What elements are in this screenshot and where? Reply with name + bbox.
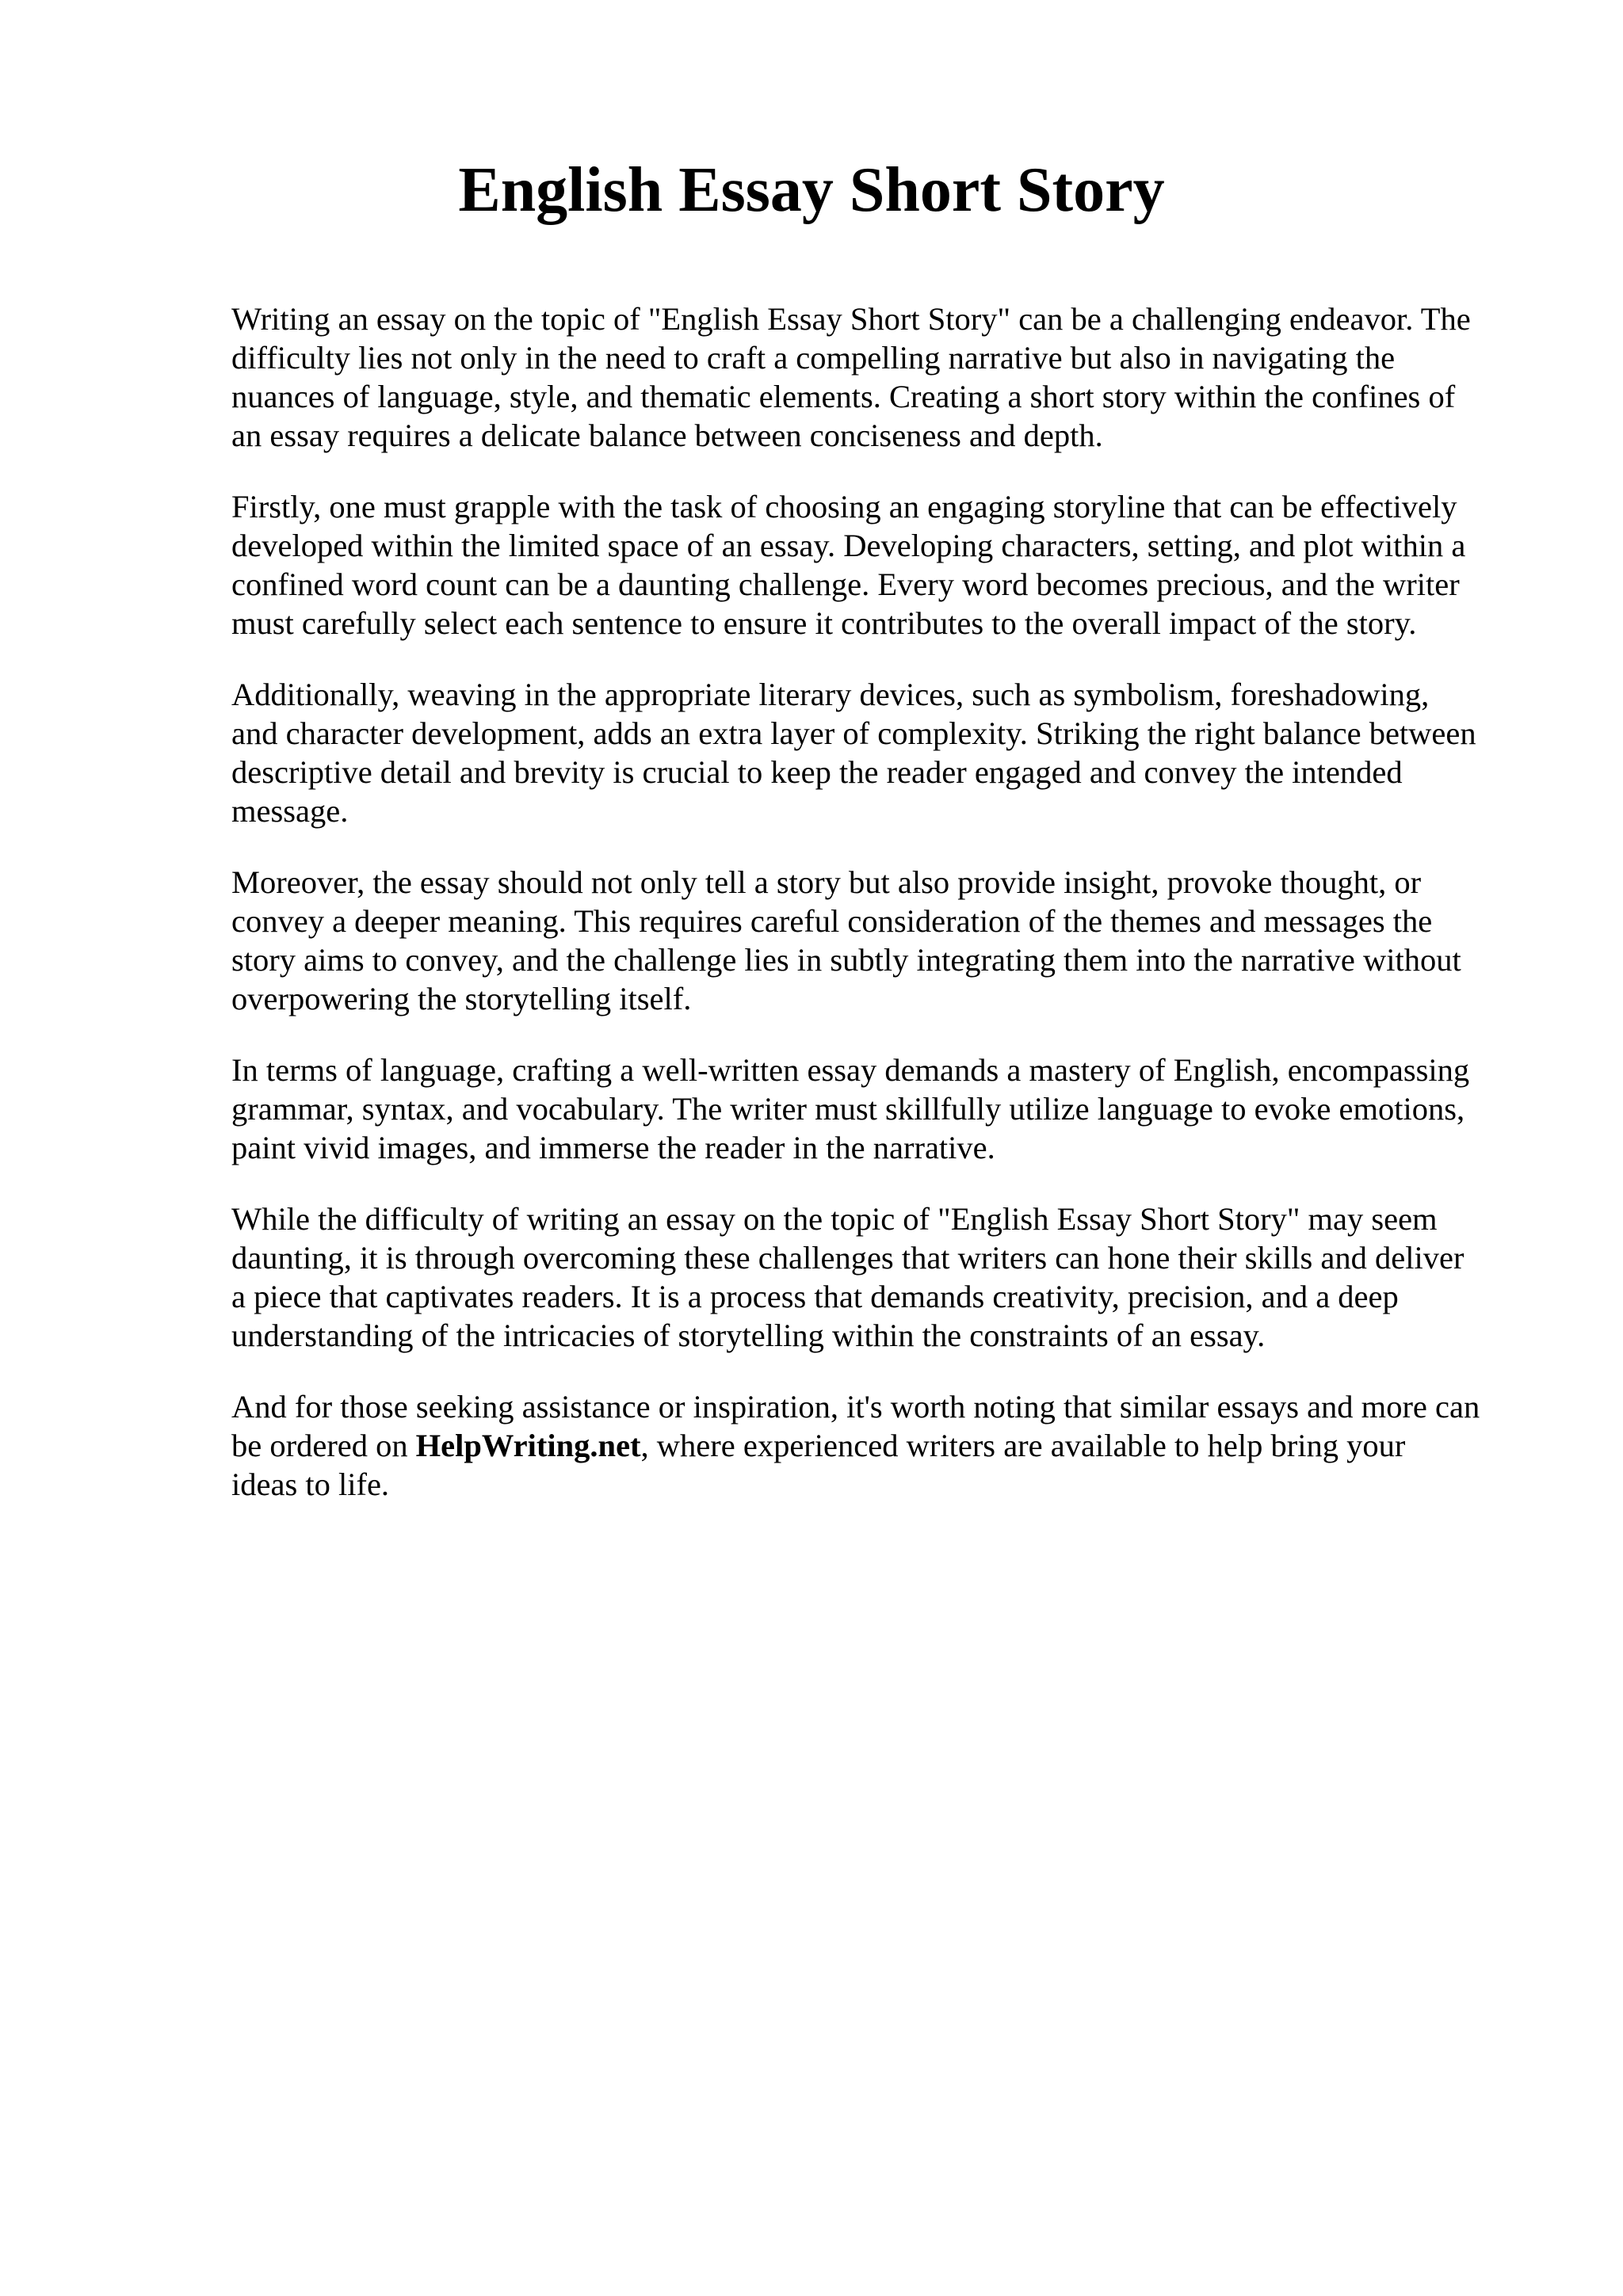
- paragraph-text: be ordered on: [231, 1428, 408, 1463]
- paragraph-line: must carefully select each sentence to ensure it contributes to the overall impact of the story.: [231, 605, 1417, 641]
- paragraph-line: In terms of language, crafting a well-written essay demands a mastery of English, encompassing: [231, 1052, 1470, 1088]
- essay-body: [231, 299, 1515, 1536]
- paragraph-line: grammar, syntax, and vocabulary. The writer must skillfully utilize language to evoke emotions,: [231, 1091, 1465, 1127]
- paragraph-6: [231, 1199, 1515, 1355]
- paragraph-line: paint vivid images, and immerse the reader in the narrative.: [231, 1130, 995, 1165]
- paragraph-line: and character development, adds an extra layer of complexity. Striking the right balance between: [231, 715, 1476, 751]
- helpwriting-link[interactable]: HelpWriting.net: [415, 1428, 641, 1463]
- paragraph-line: convey a deeper meaning. This requires careful consideration of the themes and messages the: [231, 903, 1433, 939]
- paragraph-line: an essay requires a delicate balance between conciseness and depth.: [231, 418, 1103, 453]
- paragraph-line: Firstly, one must grapple with the task of choosing an engaging storyline that can be effectively: [231, 489, 1457, 524]
- paragraph-line: a piece that captivates readers. It is a process that demands creativity, precision, and a deep: [231, 1279, 1399, 1314]
- paragraph-7: [231, 1387, 1515, 1504]
- paragraph-line: message.: [231, 793, 349, 829]
- paragraph-line: story aims to convey, and the challenge lies in subtly integrating them into the narrative without: [231, 942, 1461, 978]
- paragraph-line: Additionally, weaving in the appropriate literary devices, such as symbolism, foreshadowing,: [231, 677, 1430, 712]
- paragraph-5: [231, 1051, 1515, 1167]
- paragraph-line: difficulty lies not only in the need to craft a compelling narrative but also in navigating the: [231, 340, 1396, 376]
- paragraph-line: Writing an essay on the topic of "English Essay Short Story" can be a challenging endeavor. The: [231, 301, 1471, 337]
- paragraph-line: developed within the limited space of an essay. Developing characters, setting, and plot within a: [231, 528, 1466, 563]
- paragraph-2: [231, 487, 1515, 643]
- paragraph-line: While the difficulty of writing an essay on the topic of "English Essay Short Story" may seem: [231, 1201, 1438, 1237]
- paragraph-line-with-link: [231, 1426, 1515, 1465]
- paragraph-4: [231, 863, 1515, 1018]
- paragraph-1: [231, 299, 1515, 455]
- paragraph-line: ideas to life.: [231, 1466, 390, 1502]
- paragraph-3: [231, 675, 1515, 830]
- paragraph-text: , where experienced writers are available to help bring your: [640, 1428, 1406, 1463]
- paragraph-line: overpowering the storytelling itself.: [231, 981, 692, 1016]
- paragraph-line: confined word count can be a daunting challenge. Every word becomes precious, and the writer: [231, 566, 1460, 602]
- paragraph-line: daunting, it is through overcoming these challenges that writers can hone their skills and deliver: [231, 1240, 1465, 1276]
- paragraph-line: understanding of the intricacies of storytelling within the constraints of an essay.: [231, 1318, 1266, 1353]
- paragraph-line: And for those seeking assistance or inspiration, it's worth noting that similar essays and more can: [231, 1389, 1480, 1425]
- paragraph-line: descriptive detail and brevity is crucial to keep the reader engaged and convey the intended: [231, 754, 1403, 790]
- paragraph-line: nuances of language, style, and thematic elements. Creating a short story within the confines of: [231, 379, 1456, 414]
- document-title: English Essay Short Story: [458, 155, 1165, 225]
- paragraph-line: Moreover, the essay should not only tell a story but also provide insight, provoke thought, or: [231, 864, 1422, 900]
